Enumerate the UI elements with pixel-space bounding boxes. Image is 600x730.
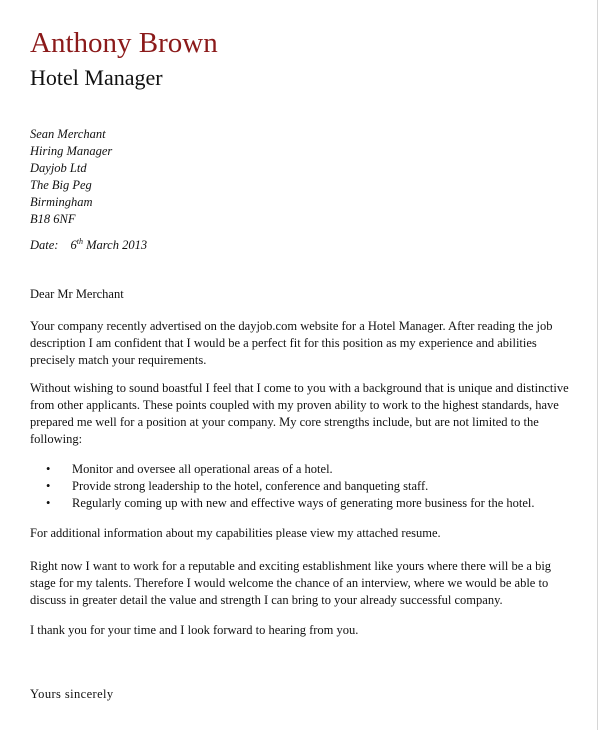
recipient-postcode: B18 6NF xyxy=(30,212,76,226)
paragraph-line: from other applicants. These points coupled with my proven ability to work to the highest standards, have xyxy=(30,398,559,412)
strengths-list xyxy=(30,461,535,512)
paragraph-line: For additional information about my capabilities please view my attached resume. xyxy=(30,526,441,540)
paragraph-thanks xyxy=(30,622,555,639)
paragraph-line: discuss in greater detail the value and strength I can bring to your already successful company. xyxy=(30,593,503,607)
list-item xyxy=(30,478,535,495)
date-day: 6 xyxy=(70,238,77,252)
sender-name: Anthony Brown xyxy=(30,27,218,59)
recipient-street: The Big Peg xyxy=(30,178,92,192)
paragraph-line: stage for my talents. Therefore I would welcome the chance of an interview, where we would be able to xyxy=(30,576,549,590)
salutation: Dear Mr Merchant xyxy=(30,287,124,301)
paragraph-motivation xyxy=(30,558,555,609)
bullet-icon: • xyxy=(46,479,51,493)
recipient-position: Hiring Manager xyxy=(30,144,113,158)
sender-job-title: Hotel Manager xyxy=(30,65,163,90)
list-item xyxy=(30,495,535,512)
list-item xyxy=(30,461,535,478)
recipient-company: Dayjob Ltd xyxy=(30,161,87,175)
letter-date xyxy=(30,237,147,254)
paragraph-line: Your company recently advertised on the dayjob.com website for a Hotel Manager. After reading the job xyxy=(30,319,553,333)
date-suffix: th xyxy=(76,236,83,246)
paragraph-line: precisely match your requirements. xyxy=(30,353,207,367)
paragraph-line: Right now I want to work for a reputable and exciting establishment like yours where there will be a big xyxy=(30,559,552,573)
date-label: Date: xyxy=(30,238,59,252)
recipient-city: Birmingham xyxy=(30,195,93,209)
paragraph-line: I thank you for your time and I look forward to hearing from you. xyxy=(30,623,359,637)
recipient-name: Sean Merchant xyxy=(30,127,106,141)
paragraph-intro xyxy=(30,318,555,369)
paragraph-line: Without wishing to sound boastful I feel that I come to you with a background that is unique and distinctive xyxy=(30,381,569,395)
list-item-text: Regularly coming up with new and effective ways of generating more business for the hotel. xyxy=(72,496,535,510)
paragraph-background xyxy=(30,380,569,448)
list-item-text: Monitor and oversee all operational areas of a hotel. xyxy=(72,462,333,476)
bullet-icon: • xyxy=(46,496,51,510)
paragraph-line: prepared me well for a position at your company. My core strengths include, but are not limited to the xyxy=(30,415,539,429)
recipient-address xyxy=(30,126,112,228)
list-item-text: Provide strong leadership to the hotel, conference and banqueting staff. xyxy=(72,479,429,493)
date-month-year: March 2013 xyxy=(82,238,148,252)
paragraph-line: description I am confident that I would be a perfect fit for this position as my experience and abilities xyxy=(30,336,537,350)
bullet-icon: • xyxy=(46,462,51,476)
closing: Yours sincerely xyxy=(30,687,114,701)
paragraph-line: following: xyxy=(30,432,83,446)
paragraph-resume xyxy=(30,525,555,542)
